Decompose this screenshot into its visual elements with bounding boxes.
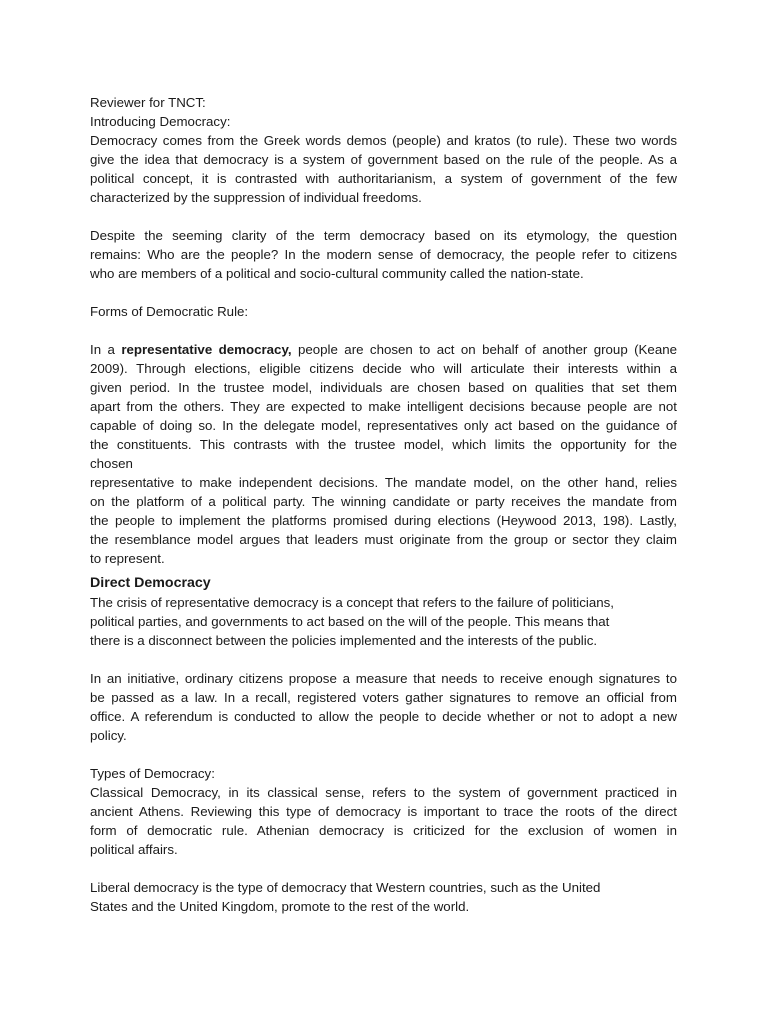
- paragraph-line: on the platform of a political party. The winning candidate or party receives the mandate from: [90, 494, 677, 509]
- paragraph-line: form of democratic rule. Athenian democracy is criticized for the exclusion of women in: [90, 823, 677, 838]
- paragraph-line: [90, 340, 677, 359]
- paragraph-line: States and the United Kingdom, promote to the rest of the world.: [90, 899, 470, 914]
- paragraph-line: given period. In the trustee model, individuals are chosen based on qualities that set them: [90, 380, 677, 395]
- paragraph-line: to represent.: [90, 551, 165, 566]
- paragraph-line: chosen: [90, 456, 133, 471]
- section-heading-types: Types of Democracy:: [90, 766, 215, 781]
- paragraph-crisis: [90, 593, 677, 650]
- paragraph-line: be passed as a law. In a recall, registered voters gather signatures to remove an official from: [90, 690, 677, 705]
- line-suffix: people are chosen to act on behalf of another group (Keane: [291, 342, 678, 357]
- paragraph-line: In an initiative, ordinary citizens propose a measure that needs to receive enough signatures to: [90, 671, 677, 686]
- document-page: [90, 93, 677, 916]
- paragraph-line: the resemblance model argues that leaders must originate from the group or sector they claim: [90, 532, 677, 547]
- document-title: Reviewer for TNCT:: [90, 95, 206, 110]
- section-heading-direct-democracy: Direct Democracy: [90, 575, 211, 591]
- paragraph-line: ancient Athens. Reviewing this type of democracy is important to trace the roots of the direct: [90, 804, 677, 819]
- paragraph-line: who are members of a political and socio-cultural community called the nation-state.: [90, 266, 584, 281]
- paragraph-line: capable of doing so. In the delegate model, representatives only act based on the guidance of: [90, 418, 677, 433]
- paragraph-initiative: [90, 669, 677, 745]
- paragraph-line: Liberal democracy is the type of democracy that Western countries, such as the United: [90, 880, 601, 895]
- paragraph-line: political concept, it is contrasted with authoritarianism, a system of government of the few: [90, 171, 677, 186]
- section-heading-forms: Forms of Democratic Rule:: [90, 304, 249, 319]
- paragraph-line: The crisis of representative democracy is a concept that refers to the failure of politicians,: [90, 595, 614, 610]
- paragraph-line: office. A referendum is conducted to allow the people to decide whether or not to adopt a new: [90, 709, 677, 724]
- term-representative-democracy: representative democracy,: [121, 342, 292, 357]
- paragraph-line: Despite the seeming clarity of the term democracy based on its etymology, the question: [90, 228, 677, 243]
- section-heading-introducing: Introducing Democracy:: [90, 114, 231, 129]
- paragraph-line: representative to make independent decisions. The mandate model, on the other hand, relies: [90, 475, 677, 490]
- line-prefix: In a: [90, 342, 122, 357]
- paragraph-line: there is a disconnect between the policies implemented and the interests of the public.: [90, 633, 598, 648]
- paragraph-classical: [90, 783, 677, 859]
- paragraph-line: the constituents. This contrasts with the trustee model, which limits the opportunity for the: [90, 437, 677, 452]
- paragraph-line: Classical Democracy, in its classical sense, refers to the system of government practiced in: [90, 785, 677, 800]
- paragraph-line: 2009). Through elections, eligible citizens decide who will articulate their interests within a: [90, 361, 677, 376]
- paragraph-line: remains: Who are the people? In the modern sense of democracy, the people refer to citizens: [90, 247, 677, 262]
- paragraph-line: political affairs.: [90, 842, 178, 857]
- paragraph-line: political parties, and governments to act based on the will of the people. This means that: [90, 614, 610, 629]
- paragraph-line: apart from the others. They are expected to make intelligent decisions because people are not: [90, 399, 677, 414]
- paragraph-line: give the idea that democracy is a system of government based on the rule of the people. As a: [90, 152, 677, 167]
- paragraph-who-are-people: [90, 226, 677, 283]
- paragraph-definition: [90, 131, 677, 207]
- paragraph-line: policy.: [90, 728, 127, 743]
- paragraph-liberal: [90, 878, 677, 916]
- paragraph-line: the people to implement the platforms promised during elections (Heywood 2013, 198). Lastly,: [90, 513, 677, 528]
- paragraph-line: characterized by the suppression of individual freedoms.: [90, 190, 422, 205]
- paragraph-representative: [90, 340, 677, 568]
- paragraph-line: Democracy comes from the Greek words demos (people) and kratos (to rule). These two words: [90, 133, 677, 148]
